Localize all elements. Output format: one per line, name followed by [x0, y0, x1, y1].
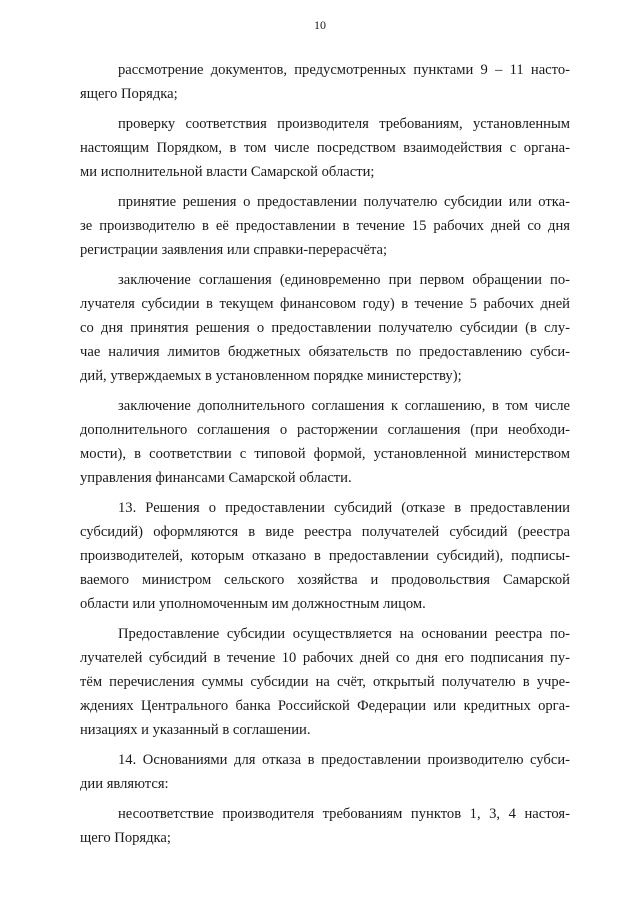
text-line: чае наличия лимитов бюджетных обязательств по предоставлению субси-	[80, 344, 570, 360]
text-line: настоящим Порядком, в том числе посредством взаимодействия с органа-	[80, 140, 570, 156]
text-line: со дня принятия решения о предоставлении получателю субсидии (в слу-	[80, 320, 570, 336]
text-line: щего Порядка;	[80, 830, 171, 846]
text-line: несоответствие производителя требованиям пунктов 1, 3, 4 настоя-	[118, 806, 570, 822]
text-line: низациях и указанный в соглашении.	[80, 722, 311, 738]
text-line: проверку соответствия производителя требованиям, установленным	[118, 116, 570, 132]
text-line: области или уполномоченным им должностным лицом.	[80, 596, 426, 612]
text-line: Предоставление субсидии осуществляется на основании реестра по-	[118, 626, 570, 642]
text-line: зе производителю в её предоставлении в течение 15 рабочих дней со дня	[80, 218, 570, 234]
text-line: лучателя субсидии в текущем финансовом году) в течение 5 рабочих дней	[80, 296, 570, 312]
text-line: дополнительного соглашения о расторжении соглашения (при необходи-	[80, 422, 570, 438]
page-number: 10	[314, 18, 326, 32]
text-line: ждениях Центрального банка Российской Федерации или кредитных орга-	[80, 698, 570, 714]
text-line: ми исполнительной власти Самарской области;	[80, 164, 375, 180]
text-line: производителей, которым отказано в предоставлении субсидий), подписы-	[80, 548, 570, 564]
text-line: дий, утверждаемых в установленном порядке министерству);	[80, 368, 462, 384]
text-line: рассмотрение документов, предусмотренных пунктами 9 – 11 насто-	[118, 62, 570, 78]
text-line: тём перечисления суммы субсидии на счёт, открытый получателю в учре-	[80, 674, 570, 690]
text-line: 14. Основаниями для отказа в предоставлении производителю субси-	[118, 752, 570, 768]
text-line: 13. Решения о предоставлении субсидий (отказе в предоставлении	[118, 500, 570, 516]
text-line: заключение соглашения (единовременно при первом обращении по-	[118, 272, 570, 288]
text-line: заключение дополнительного соглашения к соглашению, в том числе	[118, 398, 570, 414]
text-line: регистрации заявления или справки-перерасчёта;	[80, 242, 388, 258]
text-line: ящего Порядка;	[80, 86, 178, 102]
text-line: управления финансами Самарской области.	[80, 470, 352, 486]
text-line: принятие решения о предоставлении получателю субсидии или отка-	[118, 194, 570, 210]
text-line: лучателей субсидий в течение 10 рабочих дней со дня его подписания пу-	[80, 650, 570, 666]
text-line: ваемого министром сельского хозяйства и продовольствия Самарской	[80, 572, 570, 588]
text-line: субсидий) оформляются в виде реестра получателей субсидий (реестра	[80, 524, 570, 540]
text-line: мости), в соответствии с типовой формой, установленной министерством	[80, 446, 570, 462]
text-line: дии являются:	[80, 776, 169, 792]
